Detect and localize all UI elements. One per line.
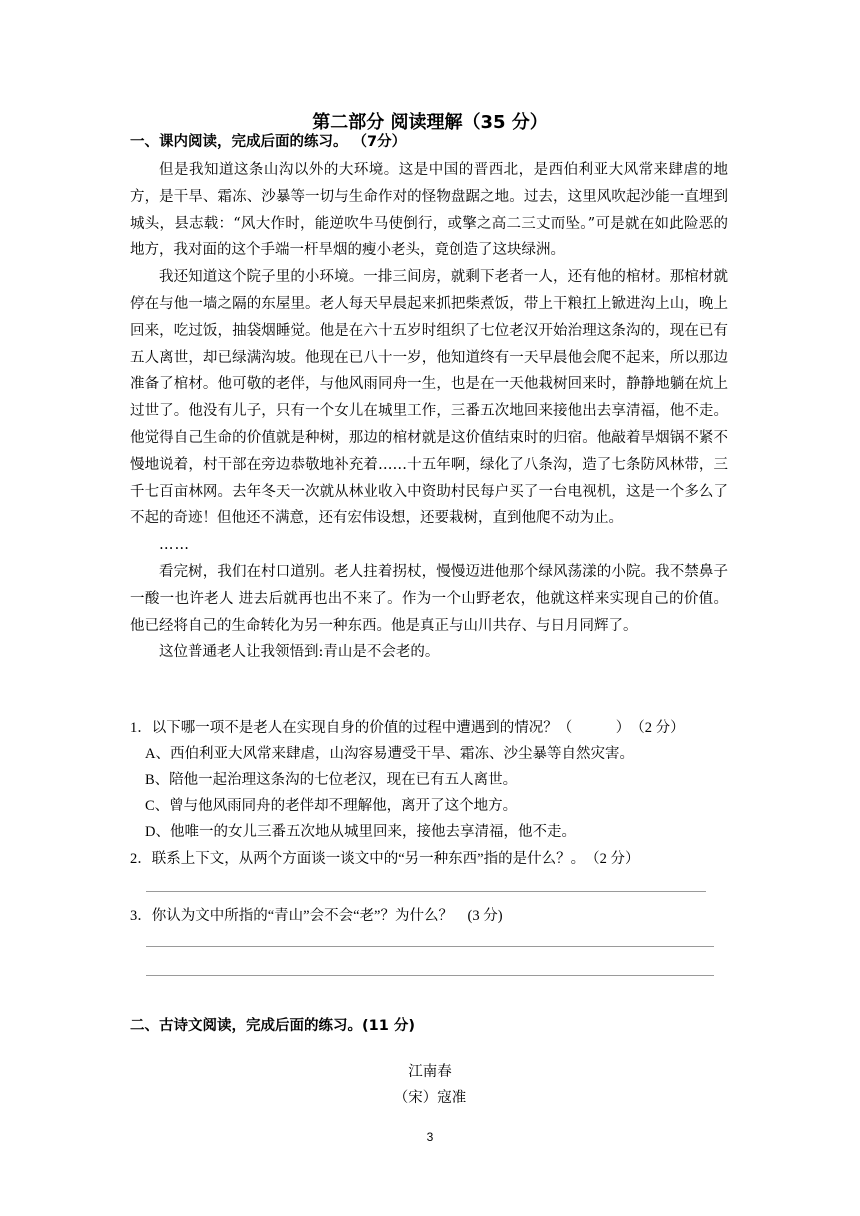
- question-1-option-a: A、西伯利亚大风常来肆虐，山沟容易遭受干旱、霜冻、沙尘暴等自然灾害。: [145, 746, 634, 762]
- question-3-stem: 3．你认为文中所指的“青山”会不会“老”？为什么？ (3 分): [130, 908, 503, 924]
- passage-paragraph-4: 这位普通老人让我领悟到:青山是不会老的。: [159, 644, 440, 661]
- passage-ellipsis: ……: [159, 537, 190, 554]
- question-2-stem: 2．联系上下文，从两个方面谈一谈文中的“另一种东西”指的是什么？。 （2 分）: [130, 851, 640, 867]
- question-1-option-d: D、他唯一的女儿三番五次地从城里回来，接他去享清福，他不走。: [145, 824, 576, 840]
- answer-line-q2: [146, 891, 706, 892]
- passage-paragraph-3: 看完树，我们在村口道别。老人拄着拐杖，慢慢迈进他那个绿风荡漾的小院。我不禁鼻子一酸一也许老人 进去后就再也出不来了。作为一个山野老农，他就这样来实现自己的价值。他已经将自己的生命转化为另一种东西。他是真正与山川共存、与日月同辉了。: [130, 563, 728, 634]
- question-1-stem: 1．以下哪一项不是老人在实现自身的价值的过程中遭遇到的情况？（ ） （2 分）: [130, 720, 685, 736]
- passage-paragraph-2: 我还知道这个院子里的小环境。一排三间房，就剩下老者一人，还有他的棺材。那棺材就停在与他一墙之隔的东屋里。老人每天早晨起来抓把柴煮饭，带上干粮扛上锨进沟上山，晚上回来，吃过饭，抽袋烟睡觉。他是在六十五岁时组织了七位老汉开始治理这条沟的，现在已有五人离世，却已绿满沟坡。他现在已八十一岁，他知道终有一天早晨他会爬不起来，所以那边准备了棺材。他可敬的老伴，与他风雨同舟一生，也是在一天他栽树回来时，静静地躺在炕上过世了。他没有儿子，只有一个女儿在城里工作，三番五次地回来接他出去享清福，他不走。他觉得自己生命的价值就是种树，那边的棺材就是这价值结束时的归宿。他敲着旱烟锅不紧不慢地说着，村干部在旁边恭敬地补充着……十五年啊，绿化了八条沟，造了七条防风林带，三千七百亩林网。去年冬天一次就从林业收入中资助村民每户买了一台电视机，这是一个多么了不起的奇迹！但他还不满意，还有宏伟设想，还要栽树，直到他爬不动为止。: [130, 269, 728, 527]
- answer-line-q3-2: [146, 975, 714, 976]
- question-1-option-b: B、陪他一起治理这条沟的七位老汉，现在已有五人离世。: [145, 772, 518, 788]
- page-number: 3: [426, 1130, 434, 1144]
- answer-line-q3-1: [146, 946, 714, 947]
- part-title: 第二部分 阅读理解（35 分）: [312, 112, 548, 133]
- passage-paragraph-1: 但是我知道这条山沟以外的大环境。这是中国的晋西北，是西伯利亚大风常来肆虐的地方，是干旱、霜冻、沙暴等一切与生命作对的怪物盘踞之地。过去，这里风吹起沙能一直埋到城头，县志载：“风大作时，能逆吹牛马使倒行，或擎之高二三丈而坠。”可是就在如此险恶的地方，我对面的这个手端一杆旱烟的瘦小老头，竟创造了这块绿洲。: [130, 162, 728, 259]
- reading-passage: [130, 157, 728, 666]
- section2-heading: 二、古诗文阅读，完成后面的练习。(11 分): [130, 1018, 415, 1034]
- question-1-option-c: C、曾与他风雨同舟的老伴却不理解他，离开了这个地方。: [145, 798, 518, 814]
- poem-author: （宋）寇准: [393, 1090, 467, 1106]
- section1-heading: 一、课内阅读，完成后面的练习。 （7分）: [130, 134, 407, 150]
- poem-title: 江南春: [408, 1064, 452, 1080]
